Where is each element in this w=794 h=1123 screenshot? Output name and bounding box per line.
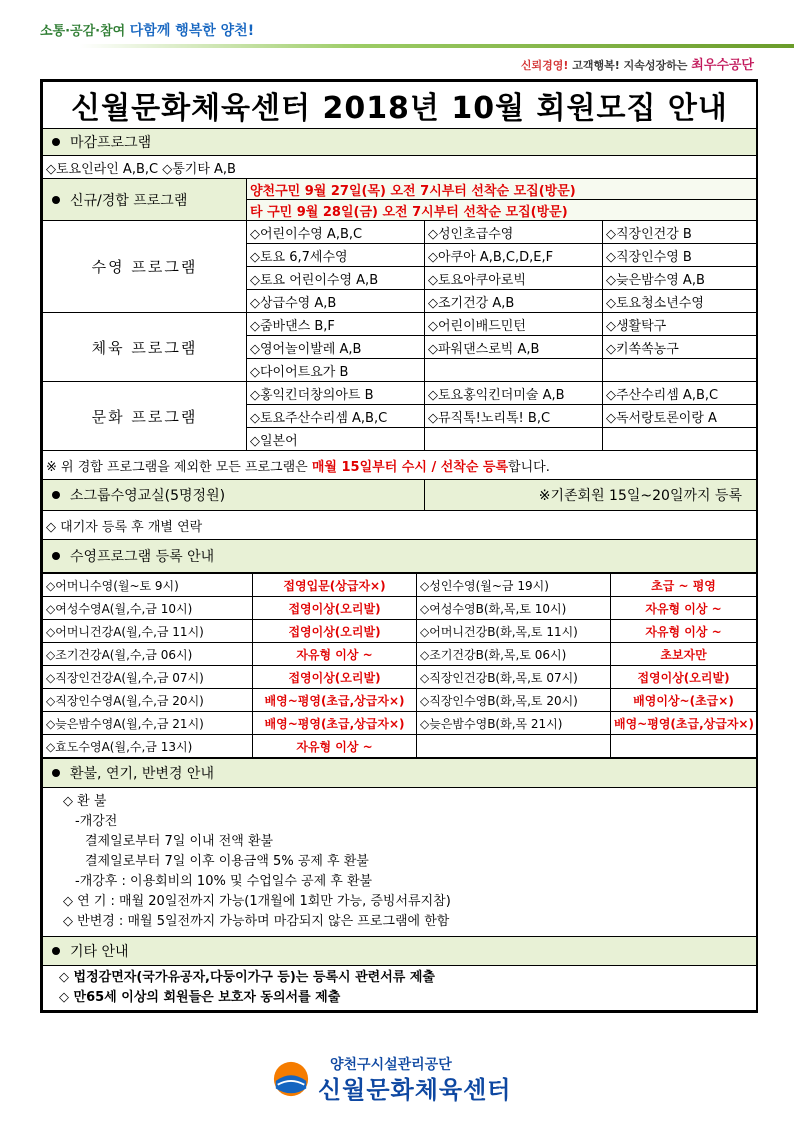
program-cell: ◇토요주산수리셈 A,B,C bbox=[247, 405, 425, 428]
category-culture: 문화 프로그램 bbox=[43, 382, 247, 451]
section-heading: 환불, 연기, 반변경 안내 bbox=[70, 766, 214, 782]
section-deadline bbox=[43, 129, 757, 156]
class-name-cell: ◇어머니건강B(화,목,토 11시) bbox=[417, 620, 611, 643]
class-name-cell: ◇늦은밤수영A(월,수,금 21시) bbox=[43, 712, 253, 735]
bullet-icon bbox=[52, 552, 60, 560]
program-table bbox=[42, 81, 757, 573]
section-etc bbox=[43, 937, 757, 966]
class-name-cell: ◇직장인건강B(화,목,토 07시) bbox=[417, 666, 611, 689]
program-cell: ◇토요 어린이수영 A,B bbox=[247, 267, 425, 290]
program-cell: ◇일본어 bbox=[247, 428, 425, 451]
program-cell bbox=[603, 428, 757, 451]
category-sport: 체육 프로그램 bbox=[43, 313, 247, 382]
footer-center: 신월문화체육센터 bbox=[318, 1076, 512, 1104]
level-cell: 자유형 이상 ~ bbox=[253, 643, 417, 666]
slogan bbox=[40, 20, 254, 40]
new-line-2: 타 구민 9월 28일(금) 오전 7시부터 선착순 모집(방문) bbox=[247, 200, 757, 221]
notice-sheet bbox=[40, 79, 758, 1013]
class-name-cell bbox=[417, 735, 611, 758]
class-name-cell: ◇성인수영(월~금 19시) bbox=[417, 574, 611, 597]
section-refund bbox=[43, 759, 757, 788]
category-swim: 수영 프로그램 bbox=[43, 221, 247, 313]
level-cell bbox=[611, 735, 757, 758]
program-cell: ◇토요홍익킨더미술 A,B bbox=[425, 382, 603, 405]
level-cell: 접영이상(오리발) bbox=[611, 666, 757, 689]
program-cell: ◇직장인건강 B bbox=[603, 221, 757, 244]
program-cell: ◇다이어트요가 B bbox=[247, 359, 425, 382]
program-cell: ◇파워댄스로빅 A,B bbox=[425, 336, 603, 359]
class-name-cell: ◇효도수영A(월,수,금 13시) bbox=[43, 735, 253, 758]
deadline-items: ◇토요인라인 A,B,C ◇통기타 A,B bbox=[43, 156, 757, 179]
program-cell bbox=[603, 359, 757, 382]
table-row bbox=[43, 666, 757, 689]
section-swim-registration bbox=[43, 540, 757, 573]
refund-line: ◇ 연 기 : 매월 20일전까지 가능(1개월에 1회만 가능, 증빙서류지참) bbox=[63, 894, 451, 909]
center-logo-icon bbox=[272, 1060, 310, 1098]
level-cell: 자유형 이상 ~ bbox=[611, 597, 757, 620]
program-cell: ◇뮤직톡!노리톡! B,C bbox=[425, 405, 603, 428]
etc-body bbox=[43, 966, 757, 1011]
bullet-icon bbox=[52, 196, 60, 204]
header-bar bbox=[0, 0, 794, 80]
level-cell: 배영~평영(초급,상급자×) bbox=[253, 712, 417, 735]
table-row bbox=[43, 735, 757, 758]
notice-highlight: 매월 15일부터 수시 / 선착순 등록 bbox=[311, 459, 509, 475]
class-name-cell: ◇여성수영B(화,목,토 10시) bbox=[417, 597, 611, 620]
level-cell: 배영~평영(초급,상급자×) bbox=[253, 689, 417, 712]
table-row bbox=[43, 689, 757, 712]
table-row bbox=[43, 574, 757, 597]
program-cell: ◇생활탁구 bbox=[603, 313, 757, 336]
refund-line: -개강전 bbox=[75, 814, 118, 829]
page-title: 신월문화체육센터 2018년 10월 회원모집 안내 bbox=[43, 82, 757, 129]
program-cell: ◇홍익킨더창의아트 B bbox=[247, 382, 425, 405]
refund-line: 결제일로부터 7일 이후 이용금액 5% 공제 후 환불 bbox=[85, 854, 369, 869]
notice-post: 합니다. bbox=[508, 459, 550, 475]
level-cell: 배영~평영(초급,상급자×) bbox=[611, 712, 757, 735]
header-stripe bbox=[0, 44, 794, 48]
class-name-cell: ◇조기건강B(화,목,토 06시) bbox=[417, 643, 611, 666]
table-row bbox=[43, 597, 757, 620]
program-cell: ◇직장인수영 B bbox=[603, 244, 757, 267]
slogan-part1: 소통·공감·참여 bbox=[40, 24, 126, 39]
motto-mid: 고객행복! 지속성장하는 bbox=[572, 59, 688, 72]
motto-brand: 최우수공단 bbox=[691, 58, 754, 73]
program-cell: ◇어린이배드민턴 bbox=[425, 313, 603, 336]
small-group-period: ※기존회원 15일~20일까지 등록 bbox=[425, 480, 757, 511]
level-cell: 접영입문(상급자×) bbox=[253, 574, 417, 597]
class-name-cell: ◇직장인건강A(월,수,금 07시) bbox=[43, 666, 253, 689]
footer-org: 양천구시설관리공단 bbox=[330, 1057, 452, 1073]
section-new bbox=[43, 179, 247, 221]
class-name-cell: ◇어머니수영(월~토 9시) bbox=[43, 574, 253, 597]
program-cell: ◇성인초급수영 bbox=[425, 221, 603, 244]
program-cell: ◇상급수영 A,B bbox=[247, 290, 425, 313]
section-small-group bbox=[43, 480, 425, 511]
level-cell: 접영이상(오리발) bbox=[253, 666, 417, 689]
registration-notice bbox=[43, 451, 757, 480]
etc-line: ◇ 만65세 이상의 회원들은 보호자 동의서를 제출 bbox=[59, 990, 341, 1005]
section-heading: 기타 안내 bbox=[70, 944, 129, 960]
bullet-icon bbox=[52, 491, 60, 499]
class-name-cell: ◇직장인수영B(화,목,토 20시) bbox=[417, 689, 611, 712]
level-cell: 초보자만 bbox=[611, 643, 757, 666]
program-cell: ◇조기건강 A,B bbox=[425, 290, 603, 313]
level-cell: 초급 ~ 평영 bbox=[611, 574, 757, 597]
program-cell: ◇줌바댄스 B,F bbox=[247, 313, 425, 336]
refund-body bbox=[43, 788, 757, 937]
program-cell: ◇키쏙쏙농구 bbox=[603, 336, 757, 359]
refund-line: 결제일로부터 7일 이내 전액 환불 bbox=[85, 834, 274, 849]
motto-red: 신뢰경영! bbox=[520, 59, 569, 72]
notice-pre: ※ 위 경합 프로그램을 제외한 모든 프로그램은 bbox=[46, 459, 312, 475]
class-name-cell: ◇조기건강A(월,수,금 06시) bbox=[43, 643, 253, 666]
table-row bbox=[43, 620, 757, 643]
section-heading: 신규/경합 프로그램 bbox=[70, 192, 188, 209]
program-cell: ◇아쿠아 A,B,C,D,E,F bbox=[425, 244, 603, 267]
swim-registration-table bbox=[42, 573, 757, 758]
table-row bbox=[43, 712, 757, 735]
table-row bbox=[43, 643, 757, 666]
bullet-icon bbox=[52, 947, 60, 955]
info-table bbox=[42, 758, 757, 1011]
program-cell: ◇어린이수영 A,B,C bbox=[247, 221, 425, 244]
slogan-part2: 다함께 행복한 양천! bbox=[129, 23, 255, 39]
motto bbox=[521, 54, 754, 73]
section-heading: 소그룹수영교실(5명정원) bbox=[70, 488, 226, 504]
class-name-cell: ◇늦은밤수영B(화,목 21시) bbox=[417, 712, 611, 735]
program-cell: ◇토요아쿠아로빅 bbox=[425, 267, 603, 290]
section-heading: 수영프로그램 등록 안내 bbox=[70, 549, 215, 565]
level-cell: 배영이상~(초급×) bbox=[611, 689, 757, 712]
program-cell: ◇주산수리셈 A,B,C bbox=[603, 382, 757, 405]
refund-line: ◇ 반변경 : 매월 5일전까지 가능하며 마감되지 않은 프로그램에 한함 bbox=[63, 914, 450, 929]
small-group-note: ◇ 대기자 등록 후 개별 연락 bbox=[43, 511, 757, 540]
level-cell: 자유형 이상 ~ bbox=[611, 620, 757, 643]
program-cell: ◇영어놀이발레 A,B bbox=[247, 336, 425, 359]
level-cell: 접영이상(오리발) bbox=[253, 620, 417, 643]
class-name-cell: ◇여성수영A(월,수,금 10시) bbox=[43, 597, 253, 620]
program-cell: ◇늦은밤수영 A,B bbox=[603, 267, 757, 290]
program-cell bbox=[425, 428, 603, 451]
program-cell: ◇토요 6,7세수영 bbox=[247, 244, 425, 267]
refund-line: ◇ 환 불 bbox=[63, 794, 107, 809]
section-heading: 마감프로그램 bbox=[70, 135, 152, 151]
level-cell: 자유형 이상 ~ bbox=[253, 735, 417, 758]
etc-line: ◇ 법정감면자(국가유공자,다둥이가구 등)는 등록시 관련서류 제출 bbox=[59, 970, 435, 985]
program-cell: ◇토요청소년수영 bbox=[603, 290, 757, 313]
class-name-cell: ◇직장인수영A(월,수,금 20시) bbox=[43, 689, 253, 712]
program-cell bbox=[425, 359, 603, 382]
bullet-icon bbox=[52, 138, 60, 146]
bullet-icon bbox=[52, 769, 60, 777]
class-name-cell: ◇어머니건강A(월,수,금 11시) bbox=[43, 620, 253, 643]
refund-line: -개강후 : 이용회비의 10% 및 수업일수 공제 후 환불 bbox=[75, 874, 373, 889]
new-line-1: 양천구민 9월 27일(목) 오전 7시부터 선착순 모집(방문) bbox=[247, 179, 757, 200]
level-cell: 접영이상(오리발) bbox=[253, 597, 417, 620]
program-cell: ◇독서랑토론이랑 A bbox=[603, 405, 757, 428]
